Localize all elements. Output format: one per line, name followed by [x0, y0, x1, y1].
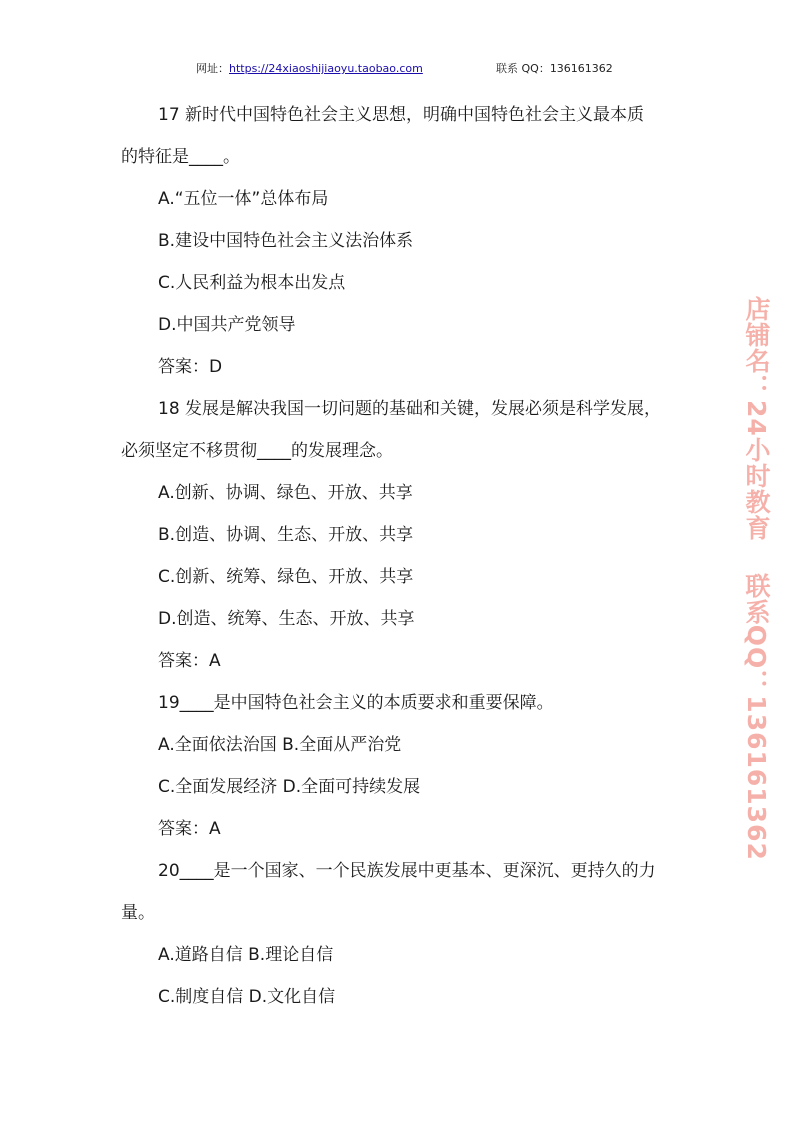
question-18-stem-cont: 必须坚定不移贯彻____的发展理念。 [121, 441, 393, 461]
question-17-option-b: B.建设中国特色社会主义法治体系 [158, 231, 414, 251]
question-20-stem-cont: 量。 [121, 903, 155, 923]
contact-qq: 联系 QQ：136161362 [496, 62, 613, 75]
question-19-stem: 19____是中国特色社会主义的本质要求和重要保障。 [158, 693, 554, 713]
site-link[interactable]: https://24xiaoshijiaoyu.taobao.com [229, 62, 423, 75]
question-17-option-a: A.“五位一体”总体布局 [158, 189, 329, 209]
question-18-option-d: D.创造、统筹、生态、开放、共享 [158, 609, 415, 629]
question-17-option-c: C.人民利益为根本出发点 [158, 273, 346, 293]
question-17-stem-cont: 的特征是____。 [121, 147, 240, 167]
question-18-answer: 答案：A [158, 651, 221, 671]
question-18-option-b: B.创造、协调、生态、开放、共享 [158, 525, 414, 545]
question-19-options-cd: C.全面发展经济 D.全面可持续发展 [158, 777, 421, 797]
question-20-options-cd: C.制度自信 D.文化自信 [158, 987, 336, 1007]
question-18-stem: 18 发展是解决我国一切问题的基础和关键，发展必须是科学发展， [158, 399, 662, 419]
question-20-stem: 20____是一个国家、一个民族发展中更基本、更深沉、更持久的力 [158, 861, 656, 881]
question-19-answer: 答案：A [158, 819, 221, 839]
shop-watermark [734, 296, 774, 861]
question-19-options-ab: A.全面依法治国 B.全面从严治党 [158, 735, 402, 755]
question-17-answer: 答案：D [158, 357, 223, 377]
watermark-shop: 店铺名：24小时教育 [742, 296, 771, 541]
site-info [196, 60, 423, 76]
question-17-stem: 17 新时代中国特色社会主义思想，明确中国特色社会主义最本质 [158, 105, 645, 125]
question-18-option-a: A.创新、协调、绿色、开放、共享 [158, 483, 413, 503]
site-label: 网址： [196, 62, 229, 75]
question-18-option-c: C.创新、统筹、绿色、开放、共享 [158, 567, 414, 587]
question-17-option-d: D.中国共产党领导 [158, 315, 296, 335]
watermark-qq: 联系QQ：136161362 [742, 572, 771, 861]
page-header [0, 58, 800, 78]
question-20-options-ab: A.道路自信 B.理论自信 [158, 945, 334, 965]
